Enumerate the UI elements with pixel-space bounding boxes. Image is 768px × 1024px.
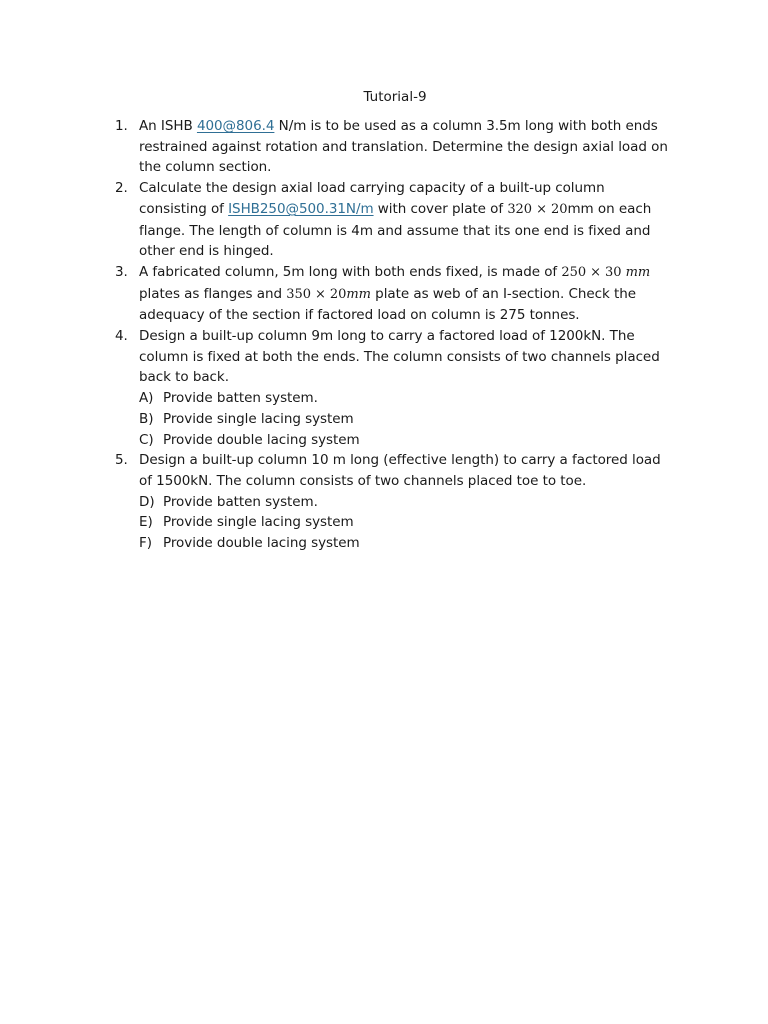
- question-2: [115, 178, 674, 262]
- page-title: Tutorial-9: [363, 89, 427, 105]
- question-text-part: with cover plate of: [373, 200, 508, 217]
- option-text: Provide batten system.: [163, 493, 318, 510]
- question-text: Design a built-up column 10 m long (effective length) to carry a factored load of 1500kN. The column consists of two channels placed toe to toe.: [139, 452, 661, 489]
- question-text-part: plate as web of an I-section. Check the adequacy of the section if factored load on column is 275 tonnes.: [139, 285, 636, 324]
- option-item: [139, 388, 674, 409]
- question-list: [115, 116, 674, 554]
- question-text-part: mm on each flange. The length of column is 4m and assume that its one end is fixed and other end is hinged.: [139, 200, 652, 260]
- question-text: Design a built-up column 9m long to carry a factored load of 1200kN. The column is fixed at both the ends. The column consists of two channels placed back to back.: [139, 328, 660, 386]
- option-item: [139, 430, 674, 451]
- question-text-part: plates as flanges and: [139, 285, 287, 302]
- math-expression: 320 × 20: [507, 201, 568, 217]
- question-text-part: An ISHB: [139, 118, 197, 134]
- question-number: 4.: [115, 328, 128, 345]
- question-text: [139, 118, 668, 175]
- option-letter: A): [139, 390, 154, 407]
- option-text: Provide double lacing system: [163, 535, 360, 552]
- option-text: Provide single lacing system: [163, 410, 354, 427]
- question-text-part: N/m is to be used as a column 3.5m long with both ends restrained against rotation and translation. Determine the design axial load on the column section.: [139, 118, 668, 176]
- math-expression: 250 × 30: [561, 264, 626, 280]
- question-1: [115, 116, 674, 178]
- option-text: Provide batten system.: [163, 390, 318, 407]
- section-link[interactable]: 400@806.4: [196, 118, 275, 134]
- option-text: Provide double lacing system: [163, 431, 360, 448]
- option-item: [139, 492, 674, 513]
- question-number: 1.: [115, 118, 128, 134]
- question-text-part: Calculate the design axial load carrying capacity of a built-up column consisting of: [139, 180, 605, 217]
- option-item: [139, 533, 674, 554]
- math-unit: mm: [346, 286, 371, 302]
- option-letter: B): [139, 410, 154, 427]
- option-item: [139, 512, 674, 533]
- option-text: Provide single lacing system: [163, 514, 354, 531]
- option-letter: E): [139, 514, 153, 531]
- question-number: 5.: [115, 452, 128, 469]
- question-text: [139, 180, 651, 259]
- question-4: [115, 326, 674, 388]
- option-item: [139, 409, 674, 430]
- question-5: [115, 450, 674, 491]
- question-3: [115, 262, 674, 326]
- option-letter: C): [139, 431, 154, 448]
- section-link[interactable]: ISHB250@500.31N/m: [228, 200, 374, 217]
- question-number: 2.: [115, 180, 128, 197]
- question-text-part: A fabricated column, 5m long with both ends fixed, is made of: [139, 263, 562, 280]
- question-number: 3.: [115, 263, 128, 280]
- math-expression: 350 × 20: [286, 286, 347, 302]
- option-letter: F): [139, 535, 152, 552]
- question-text: [139, 264, 650, 323]
- math-unit: mm: [625, 264, 651, 280]
- option-letter: D): [139, 493, 155, 510]
